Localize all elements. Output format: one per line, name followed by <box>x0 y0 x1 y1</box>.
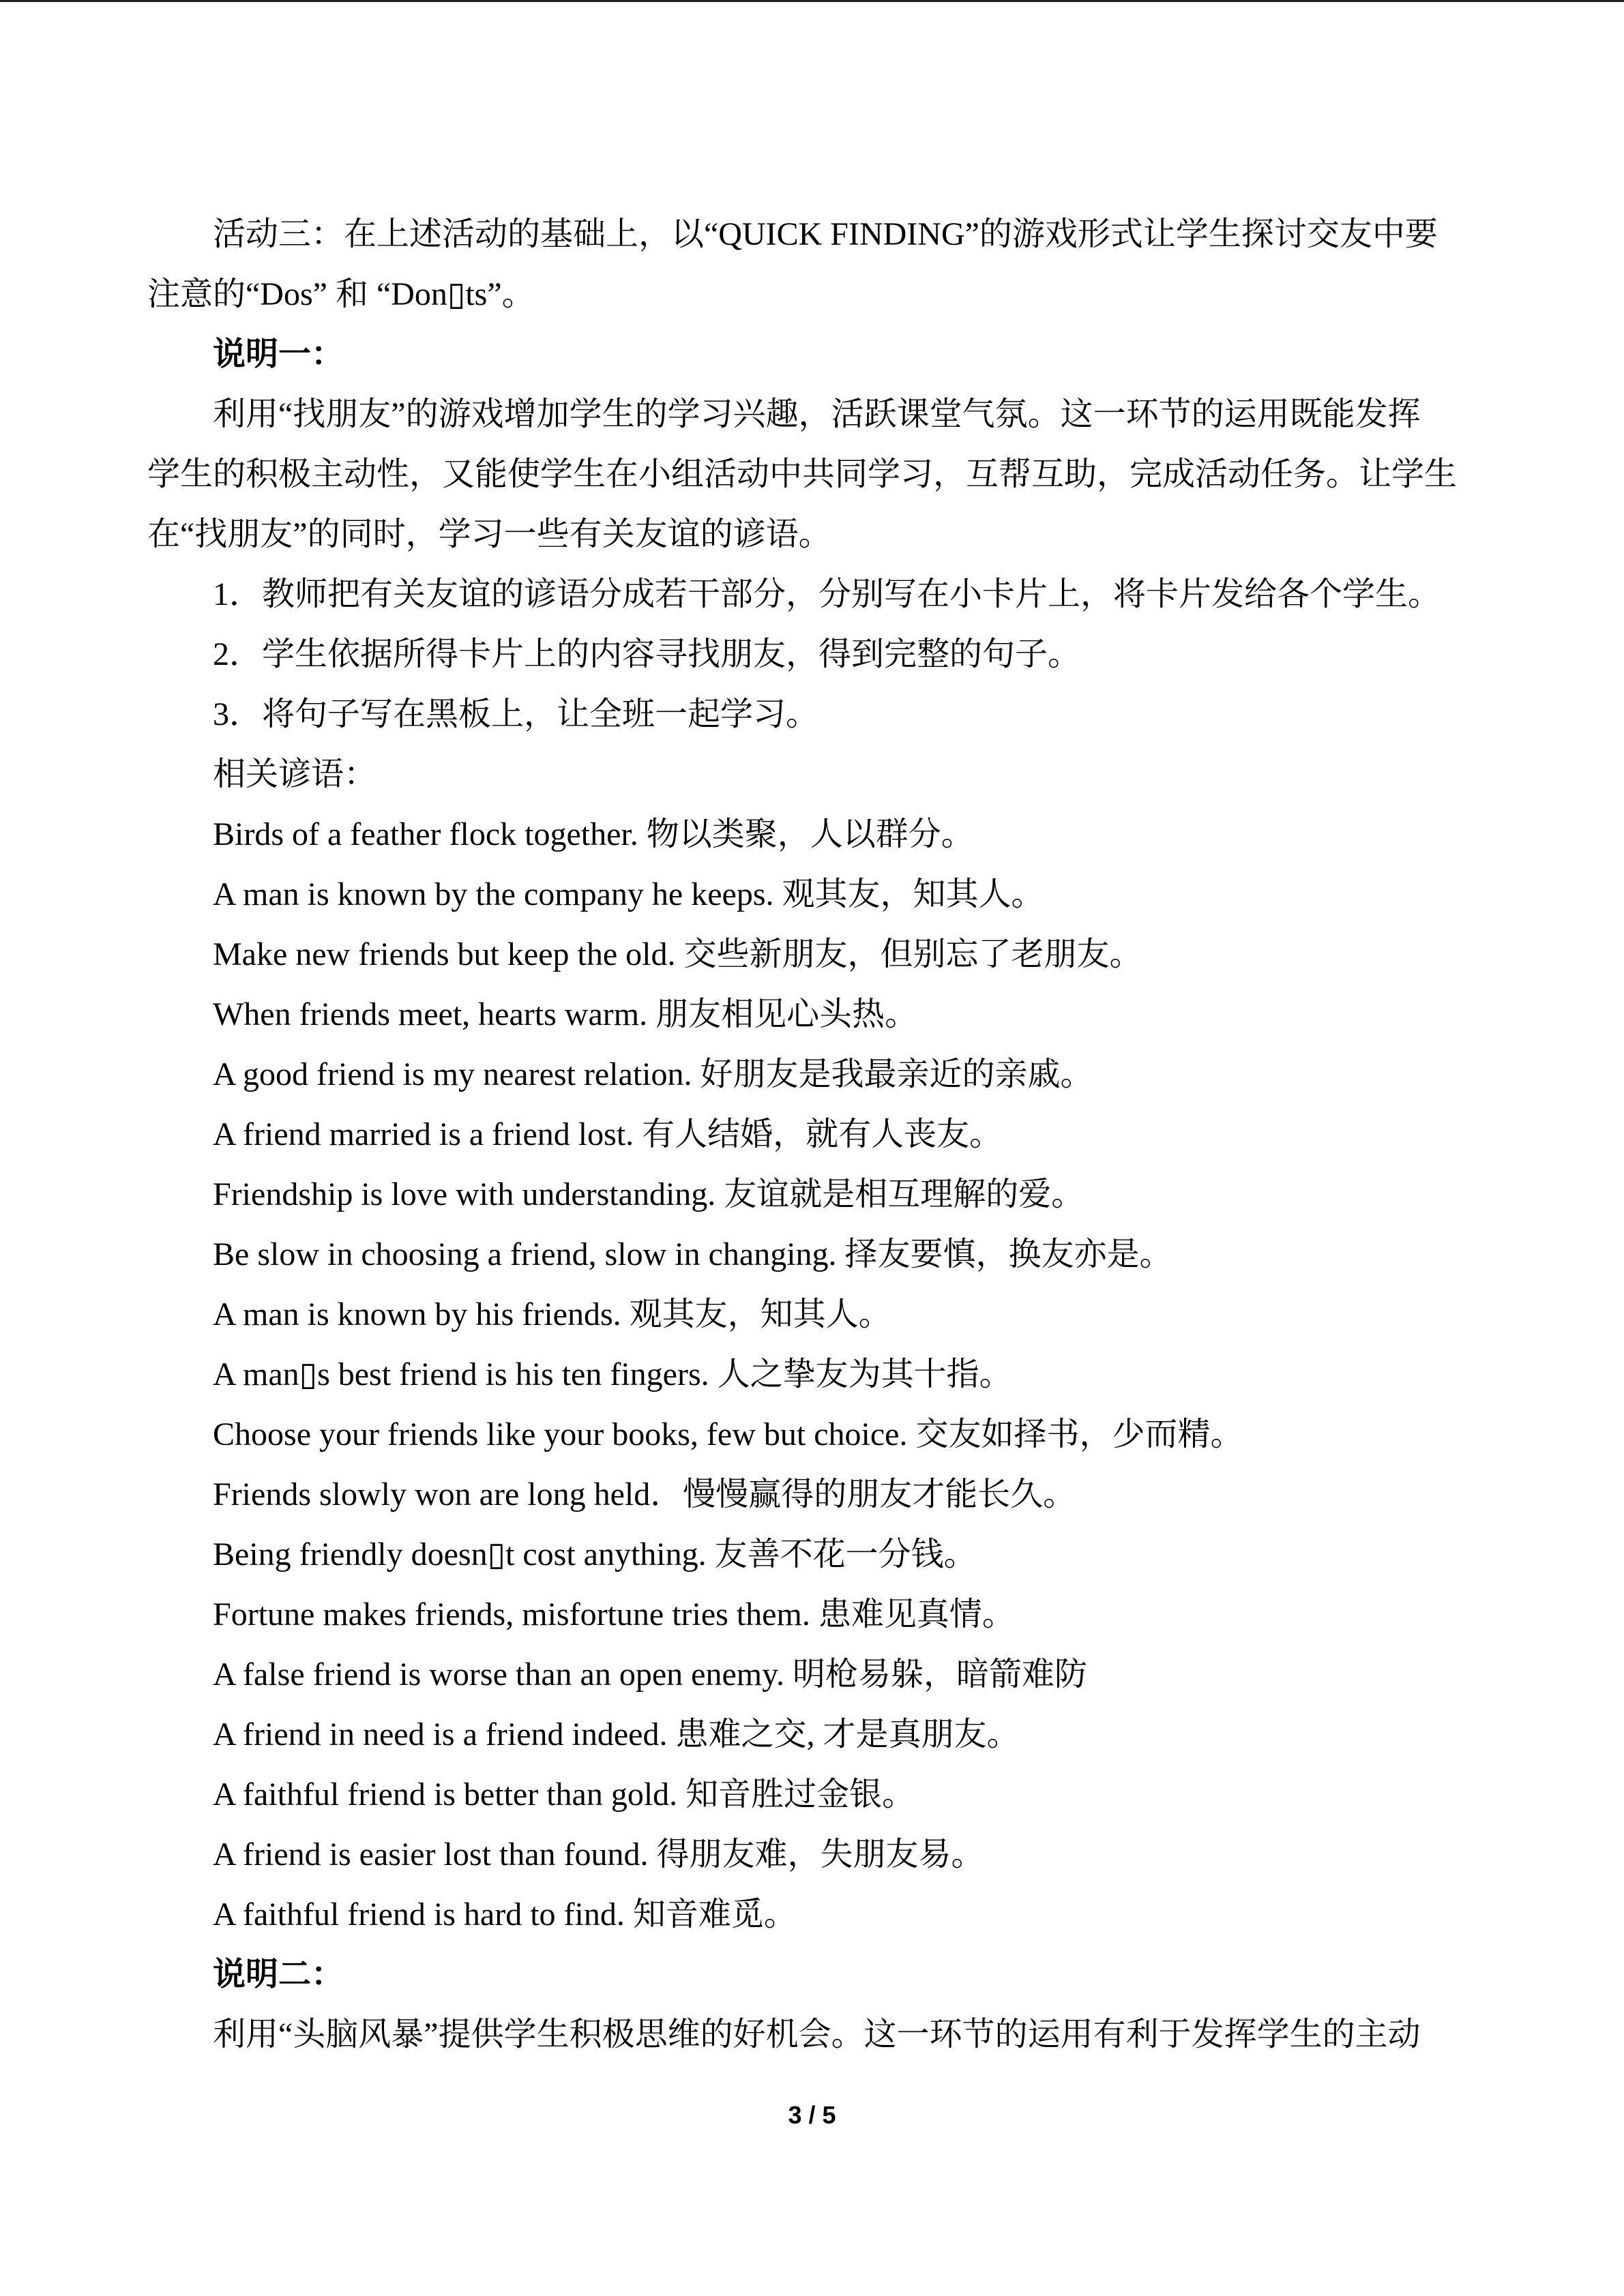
page-number: 3 / 5 <box>788 2101 836 2129</box>
proverb-line: Friends slowly won are long held．慢慢赢得的朋友才能长久。 <box>213 1476 1076 1512</box>
proverb-line: A faithful friend is hard to find. 知音难觅。 <box>213 1896 797 1933</box>
list-item: 2．学生依据所得卡片上的内容寻找朋友，得到完整的句子。 <box>213 636 1081 672</box>
section-heading: 说明一： <box>213 336 344 372</box>
proverb-line: Be slow in choosing a friend, slow in changing. 择友要慎，换友亦是。 <box>213 1236 1172 1272</box>
page-top-edge <box>0 0 1624 2</box>
proverb-line: Being friendly doesn▯t cost anything. 友善不花一分钱。 <box>213 1536 977 1572</box>
list-item: 1．教师把有关友谊的谚语分成若干部分，分别写在小卡片上，将卡片发给各个学生。 <box>213 576 1441 612</box>
paragraph-line: 在“找朋友”的同时，学习一些有关友谊的谚语。 <box>147 516 831 552</box>
proverb-line: Friendship is love with understanding. 友谊就是相互理解的爱。 <box>213 1176 1084 1212</box>
list-item: 3．将句子写在黑板上，让全班一起学习。 <box>213 696 819 732</box>
section-heading: 说明二： <box>213 1956 344 1993</box>
paragraph-line: 利用“找朋友”的游戏增加学生的学习兴趣，活跃课堂气氛。这一环节的运用既能发挥 <box>213 396 1421 432</box>
proverb-line: A friend in need is a friend indeed. 患难之交, 才是真朋友。 <box>213 1716 1020 1753</box>
proverb-line: A faithful friend is better than gold. 知音胜过金银。 <box>213 1776 915 1813</box>
proverbs-label: 相关谚语： <box>213 756 377 792</box>
proverb-line: Fortune makes friends, misfortune tries them. 患难见真情。 <box>213 1596 1015 1632</box>
proverb-line: A man is known by his friends. 观其友，知其人。 <box>213 1296 891 1332</box>
proverb-line: A false friend is worse than an open enemy. 明枪易躲，暗箭难防 <box>213 1656 1087 1693</box>
document-body <box>147 205 1484 2065</box>
proverb-line: Birds of a feather flock together. 物以类聚，人以群分。 <box>213 816 974 852</box>
paragraph-line: 利用“头脑风暴”提供学生积极思维的好机会。这一环节的运用有利于发挥学生的主动 <box>213 2016 1421 2053</box>
proverb-line: A friend married is a friend lost. 有人结婚，就有人丧友。 <box>213 1116 1003 1152</box>
proverb-line: Make new friends but keep the old. 交些新朋友，但别忘了老朋友。 <box>213 936 1142 972</box>
paragraph-line: 活动三：在上述活动的基础上，以“QUICK FINDING”的游戏形式让学生探讨交友中要 <box>213 216 1438 252</box>
paragraph-line: 学生的积极主动性，又能使学生在小组活动中共同学习，互帮互助，完成活动任务。让学生 <box>147 456 1458 492</box>
proverb-line: A man▯s best friend is his ten fingers. 人之挚友为其十指。 <box>213 1356 1012 1392</box>
proverb-line: A good friend is my nearest relation. 好朋友是我最亲近的亲戚。 <box>213 1056 1093 1092</box>
paragraph-line: 注意的“Dos” 和 “Don▯ts”。 <box>147 276 535 312</box>
proverb-line: A friend is easier lost than found. 得朋友难，失朋友易。 <box>213 1836 984 1873</box>
proverb-line: A man is known by the company he keeps. 观其友，知其人。 <box>213 876 1044 912</box>
proverb-line: When friends meet, hearts warm. 朋友相见心头热。 <box>213 996 918 1032</box>
proverb-line: Choose your friends like your books, few but choice. 交友如择书，少而精。 <box>213 1416 1243 1452</box>
